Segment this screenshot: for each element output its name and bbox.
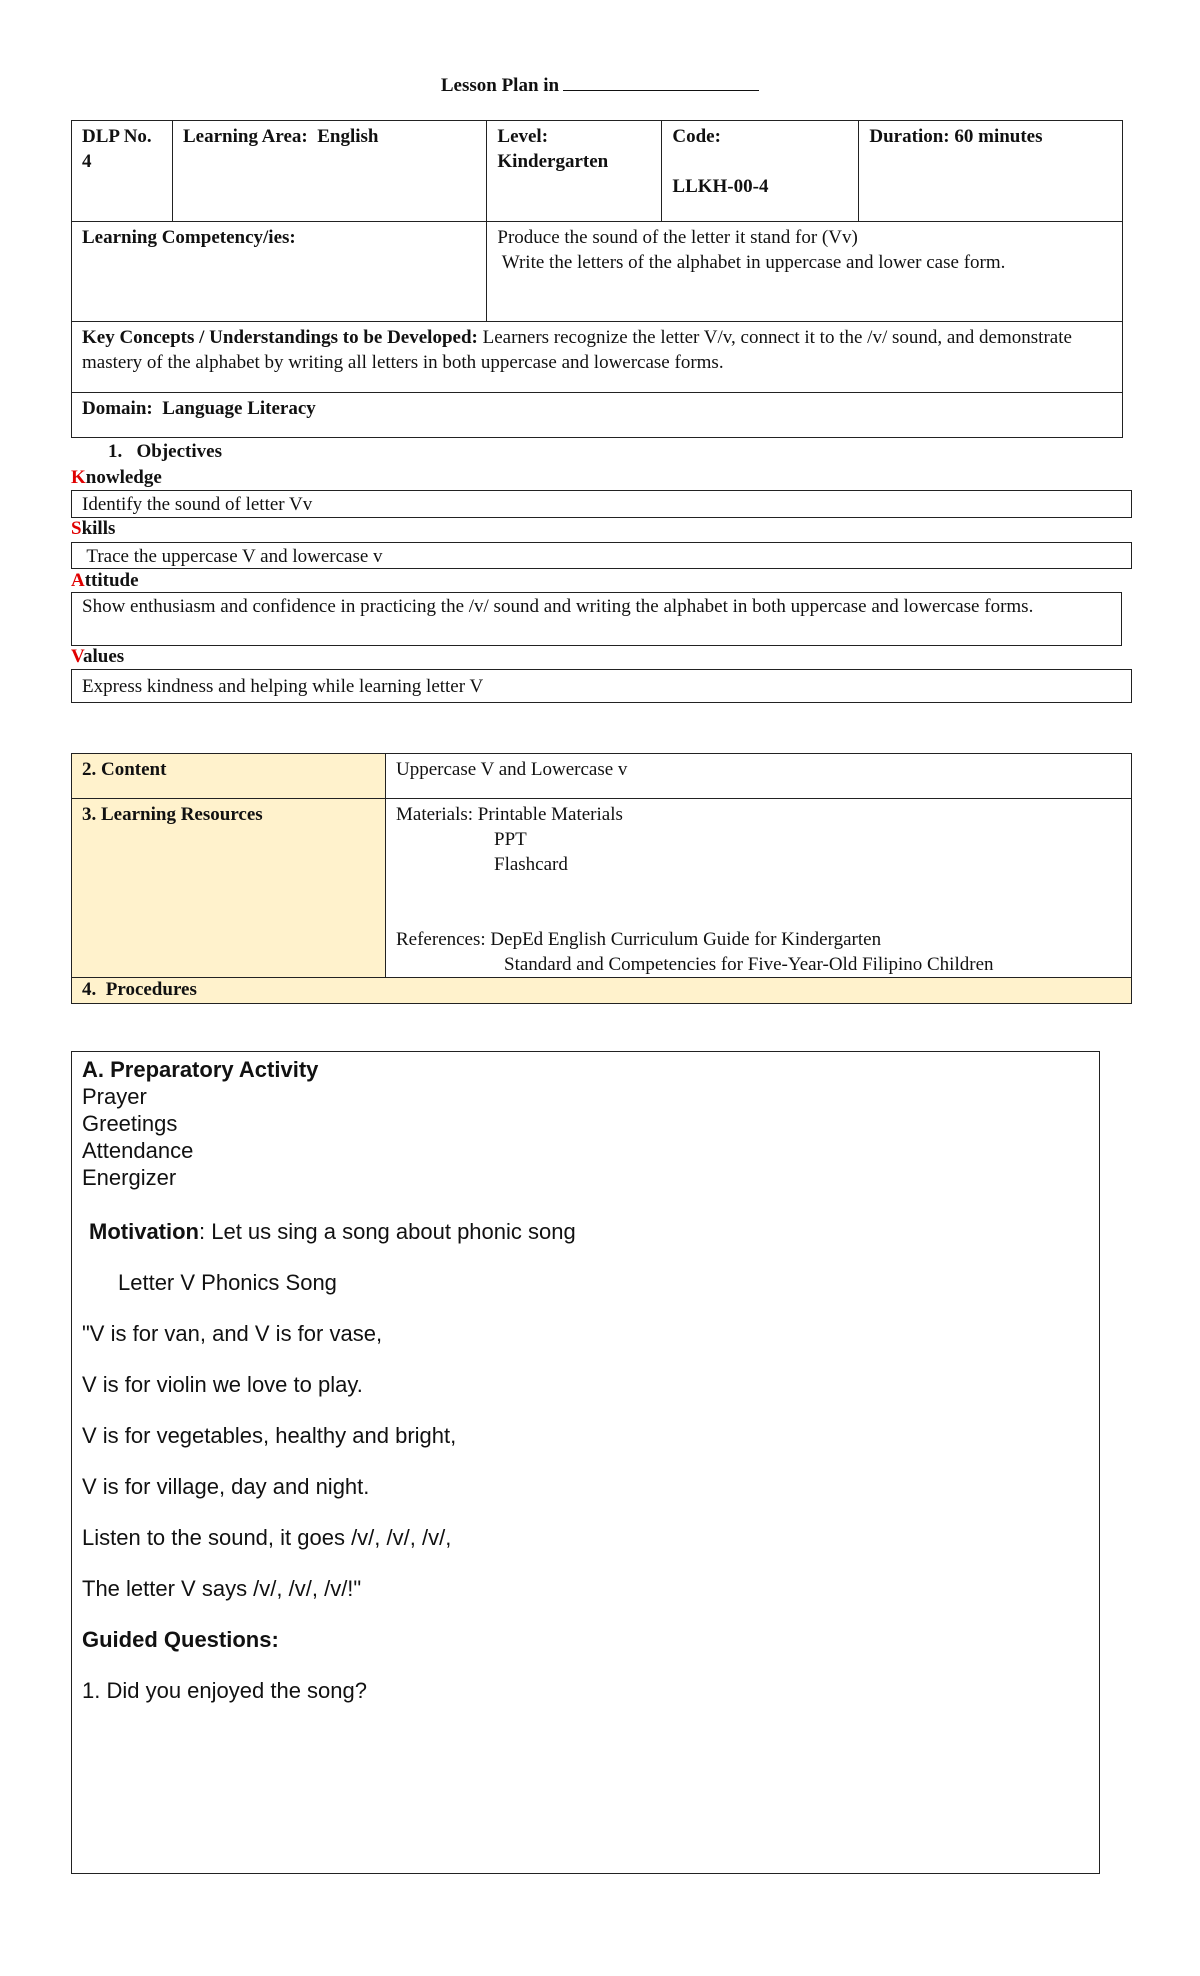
material-item: Printable Materials	[477, 804, 623, 825]
values-rest: alues	[82, 646, 125, 667]
values-label	[71, 646, 124, 668]
level-label: Level:	[497, 126, 549, 147]
values-initial: V	[71, 646, 83, 667]
materials-label: Materials:	[396, 804, 474, 825]
references-line	[396, 927, 1121, 952]
activity-item: Prayer	[82, 1084, 147, 1109]
title-text: Lesson Plan in	[440, 75, 560, 96]
key-concepts-cell	[72, 322, 1123, 393]
attitude-rest: ttitude	[84, 570, 139, 591]
song-line: V is for violin we love to play.	[82, 1372, 363, 1397]
domain-value: Language Literacy	[162, 398, 316, 419]
content-label-cell: 2. Content	[72, 754, 386, 799]
procedures-box	[71, 1051, 1100, 1874]
content-table	[71, 753, 1132, 1004]
duration-value: Duration: 60 minutes	[869, 126, 1043, 147]
skills-box: Trace the uppercase V and lowercase v	[71, 542, 1132, 569]
competency-1: Produce the sound of the letter it stand for (Vv)	[497, 227, 858, 248]
key-concepts-text: Learners recognize the letter V/v, connect it to the /v/ sound, and demonstrate mastery of the alphabet by writing all letters in both uppercase and lowercase forms.	[82, 327, 1072, 373]
objectives-heading: 1. Objectives	[108, 441, 222, 462]
learning-area-label: Learning Area:	[183, 126, 308, 147]
code-value: LLKH-00-4	[672, 176, 769, 197]
song-line: "V is for van, and V is for vase,	[82, 1321, 383, 1346]
resources-label-cell: 3. Learning Resources	[72, 799, 386, 978]
activity-item: Attendance	[82, 1138, 194, 1163]
skills-label	[71, 518, 115, 540]
competency-label-cell	[72, 222, 487, 322]
domain-label: Domain:	[82, 398, 153, 419]
attitude-label	[71, 570, 139, 592]
song-line: The letter V says /v/, /v/, /v/!"	[82, 1576, 362, 1601]
knowledge-initial: K	[71, 467, 86, 488]
duration-cell	[859, 121, 1123, 222]
materials-line	[396, 802, 1121, 827]
activity-item: Greetings	[82, 1111, 178, 1136]
code-label: Code:	[672, 126, 721, 147]
header-table	[71, 120, 1123, 438]
reference-item: Standard and Competencies for Five-Year-Old Filipino Children	[504, 954, 994, 975]
motivation-text: : Let us sing a song about phonic song	[199, 1219, 576, 1244]
attitude-box: Show enthusiasm and confidence in practicing the /v/ sound and writing the alphabet in both uppercase and lowercase forms.	[71, 592, 1122, 646]
domain-cell	[72, 393, 1123, 438]
material-item: Flashcard	[494, 854, 568, 875]
knowledge-label	[71, 467, 162, 489]
title-blank-line	[563, 72, 759, 91]
reference-item: DepEd English Curriculum Guide for Kindergarten	[490, 929, 882, 950]
motivation-label: Motivation	[89, 1219, 199, 1244]
song-line: V is for vegetables, healthy and bright,	[82, 1423, 457, 1448]
resources-cell	[386, 799, 1132, 978]
attitude-initial: A	[71, 570, 85, 591]
references-label: References:	[396, 929, 486, 950]
skills-rest: kills	[81, 518, 116, 539]
learning-area-value: English	[317, 126, 379, 147]
knowledge-rest: nowledge	[85, 467, 162, 488]
code-cell	[662, 121, 859, 222]
content-cell: Uppercase V and Lowercase v	[386, 754, 1132, 799]
song-title: Letter V Phonics Song	[118, 1270, 337, 1295]
learning-area-cell	[173, 121, 487, 222]
guided-questions-heading: Guided Questions:	[82, 1627, 279, 1652]
competency-label: Learning Competency/ies:	[82, 227, 296, 248]
motivation-line	[82, 1218, 1089, 1245]
competency-cell	[487, 222, 1123, 322]
values-box: Express kindness and helping while learning letter V	[71, 669, 1132, 703]
dlp-number: DLP No. 4	[82, 126, 152, 172]
level-cell	[487, 121, 662, 222]
material-item: PPT	[494, 829, 527, 850]
preparatory-activity-heading: A. Preparatory Activity	[82, 1057, 319, 1082]
activity-item: Energizer	[82, 1165, 177, 1190]
song-line: Listen to the sound, it goes /v/, /v/, /v/,	[82, 1525, 452, 1550]
level-value: Kindergarten	[497, 151, 609, 172]
key-concepts-label: Key Concepts / Understandings to be Developed:	[82, 327, 478, 348]
procedures-label-cell: 4. Procedures	[72, 978, 1132, 1004]
knowledge-box: Identify the sound of letter Vv	[71, 490, 1132, 518]
competency-2: Write the letters of the alphabet in uppercase and lower case form.	[497, 252, 1006, 273]
dlp-cell	[72, 121, 173, 222]
skills-initial: S	[71, 518, 82, 539]
song-line: V is for village, day and night.	[82, 1474, 370, 1499]
page-title	[0, 72, 1200, 97]
guided-question: 1. Did you enjoyed the song?	[82, 1678, 367, 1703]
